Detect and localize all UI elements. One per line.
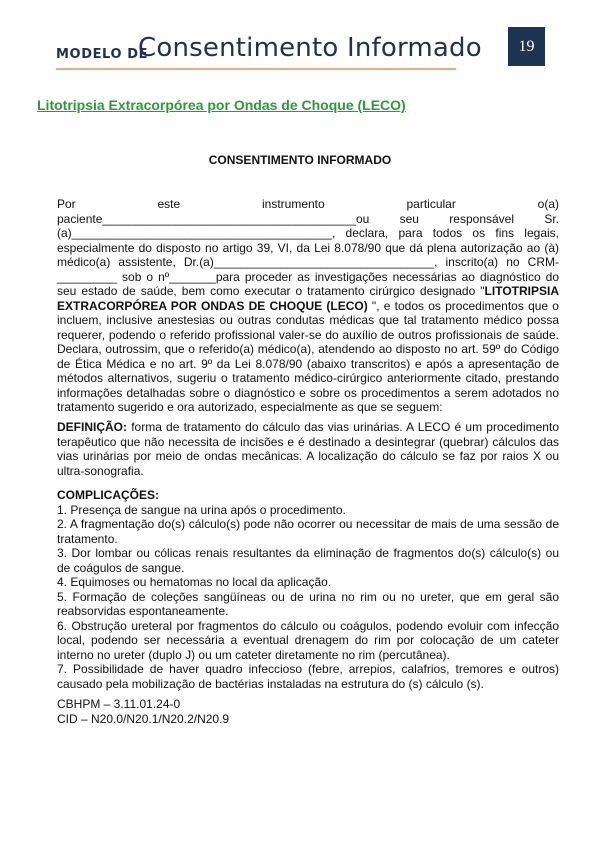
- definition-label: DEFINIÇÃO:: [57, 420, 127, 434]
- complication-item: 1. Presença de sangue na urina após o procedimento.: [57, 502, 346, 517]
- complication-item: 4. Equimoses ou hematomas no local da aplicação.: [57, 575, 332, 589]
- complications-section: [57, 488, 559, 691]
- cbhpm-code: CBHPM – 3.11.01.24-0: [57, 697, 181, 711]
- procedure-title: Litotripsia Extracorpórea por Ondas de Choque (LECO): [37, 97, 406, 113]
- header-title: Consentimento Informado: [138, 33, 482, 63]
- procedure-codes: [57, 697, 559, 726]
- complication-item: 5. Formação de coleções sangüíneas ou de urina no rim ou no ureter, que em geral são reabsorvidas espontaneamente.: [57, 589, 559, 618]
- complications-heading: COMPLICAÇÕES:: [57, 488, 159, 502]
- intro-text-end: ", e todos os procedimentos que o incluem, inclusive anestesias ou outras condutas médicas que tal tratamento médico possa requerer, podendo o referido profissional valer-se do auxílio de outros profissionais de saúde. Declara, outrossim, que o referido(a) médico(a), atendendo ao disposto no art. 59º do Código de Ética Médica e no art. 9º da Lei 8.078/90 (abaixo transcritos) e após a apresentação de métodos alternativos, sugeriu o tratamento médico-cirúrgico anteriormente citado, prestando informações detalhadas sobre o diagnóstico e sobre os procedimentos a serem adotados no tratamento sugerido e ora autorizado, especialmente as que se seguem:: [57, 298, 559, 414]
- header-divider: [56, 68, 456, 70]
- complication-item: 6. Obstrução ureteral por fragmentos do cálculo ou coágulos, podendo evoluir com infecção local, podendo ser necessária a eventual drenagem do rim por colocação de um cateter interno no ureter (duplo J) ou um cateter diretamente no rim (percutânea).: [57, 618, 559, 662]
- document-heading: CONSENTIMENTO INFORMADO: [208, 153, 392, 167]
- consent-intro-paragraph: [57, 197, 559, 415]
- page-number-badge: 19: [508, 27, 545, 66]
- complication-item: 3. Dor lombar ou cólicas renais resultantes da eliminação de fragmentos do(s) cálculo(s) ou de coágulos de sangue.: [57, 546, 559, 575]
- intro-text-start: Por este instrumento particular o(a) paciente______________________________________ou seu responsável Sr.(a)_______________________________________, declara, para todos os fins legais, especialmente do disposto no artigo 39, VI, da Lei 8.078/90 que dá plena autorização ao (à) médico(a) assistente, Dr.(a)_________________________________, inscrito(a) no CRM-_________ sob o nº_______para proceder as investigações necessárias ao diagnóstico do seu estado de saúde, bem como executar o tratamento cirúrgico designado ": [57, 197, 559, 298]
- definition-paragraph: [57, 420, 559, 478]
- complication-item: 7. Possibilidade de haver quadro infeccioso (febre, arrepios, calafrios, tremores e outros) causado pela mobilização de bactérias instaladas na estrutura do (s) cálculo (s).: [57, 662, 559, 691]
- definition-text: forma de tratamento do cálculo das vias urinárias. A LECO é um procedimento terapêutico que não necessita de incisões e é destinado a desintegrar (quebrar) cálculos das vias urinárias por meio de ondas mecânicas. A localização do cálculo se faz por raios X ou ultra-sonografia.: [57, 420, 559, 478]
- complication-item: 2. A fragmentação do(s) cálculo(s) pode não ocorrer ou necessitar de mais de uma sessão de tratamento.: [57, 517, 559, 546]
- cid-code: CID – N20.0/N20.1/N20.2/N20.9: [57, 711, 230, 726]
- procedure-name-bold: LITOTRIPSIA EXTRACORPÓREA POR ONDAS DE CHOQUE (LECO): [57, 284, 559, 313]
- header-prefix: MODELO DE: [56, 47, 149, 62]
- page-header: [56, 33, 506, 69]
